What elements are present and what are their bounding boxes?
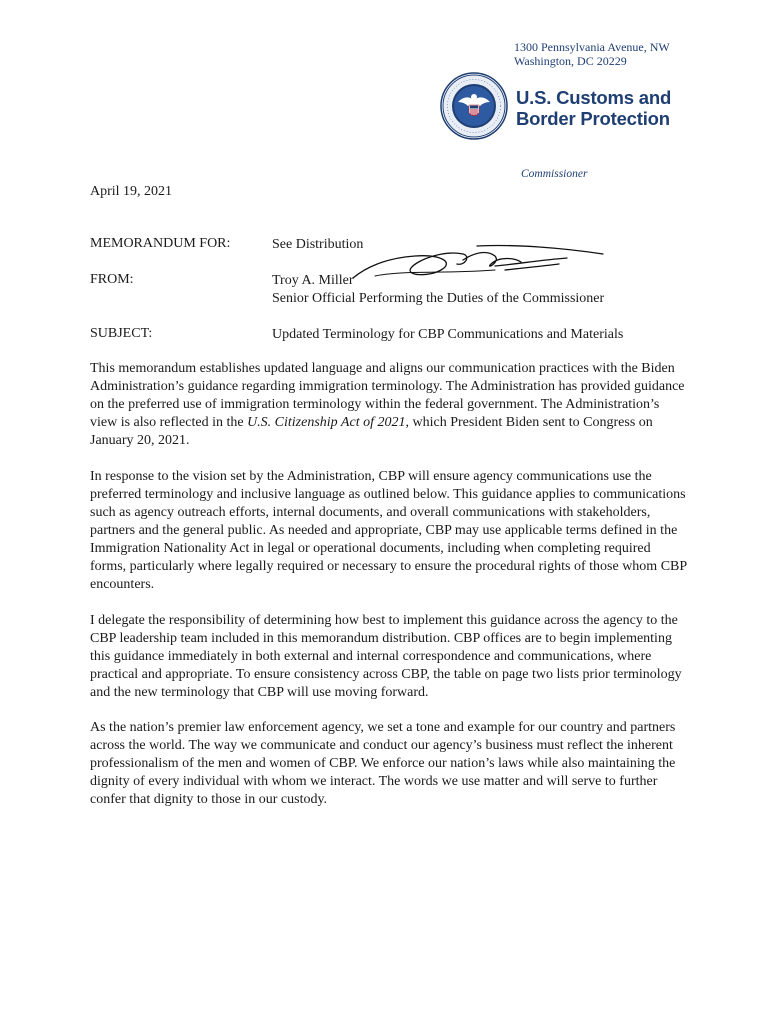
agency-name-line-1: U.S. Customs and (516, 87, 672, 108)
office-label: Commissioner (521, 168, 588, 180)
from-name: Troy A. Miller (272, 273, 354, 288)
memorandum-for-value: See Distribution (272, 237, 364, 252)
body-paragraph-3: I delegate the responsibility of determining how best to implement this guidance across the agency to the CBP leadership team included in this memorandum distribution. CBP offices are to begin implementing this guidance immediately in both external and internal correspondence and communications, where practical and appropriate. To ensure consistency across CBP, the table on page two lists prior terminology and the new terminology that CBP will use moving forward. (90, 613, 682, 700)
subject-label: SUBJECT: (90, 326, 153, 341)
address-line-1: 1300 Pennsylvania Avenue, NW (514, 40, 670, 54)
from-label: FROM: (90, 272, 134, 287)
subject-value: Updated Terminology for CBP Communications and Materials (272, 327, 624, 342)
p1-text: This memorandum establishes updated language and aligns our communication practices with the Biden Administration’s guidance regarding immigration terminology. The Administration has provided guidance on the preferred use of immigration terminology within the federal government. The Administration’s view is also reflected in the (90, 361, 685, 430)
body-paragraph-1 (90, 360, 690, 450)
address-line-2: Washington, DC 20229 (514, 54, 627, 68)
memorandum-for-label: MEMORANDUM FOR: (90, 236, 231, 251)
agency-name-line-2: Border Protection (516, 108, 670, 129)
from-title: Senior Official Performing the Duties of the Commissioner (272, 291, 605, 306)
cbp-seal-icon (440, 72, 508, 140)
body-paragraph-4: As the nation’s premier law enforcement agency, we set a tone and example for our country and partners across the world. The way we communicate and conduct our agency’s business must reflect the inherent professionalism of the men and women of CBP. We enforce our nation’s laws while also maintaining the dignity of every individual with whom we interact. The words we use matter and will serve to further confer that dignity to those in our custody. (90, 720, 676, 807)
signature-image (345, 240, 610, 290)
memo-date: April 19, 2021 (90, 184, 173, 199)
agency-name (516, 87, 671, 129)
agency-address (514, 40, 670, 68)
p1-text-end: , which President Biden sent to Congress on January 20, 2021. (90, 415, 653, 448)
p1-act-title: U.S. Citizenship Act of 2021 (247, 415, 406, 430)
body-paragraph-2: In response to the vision set by the Administration, CBP will ensure agency communications use the preferred terminology and inclusive language as outlined below. This guidance applies to communications such as agency outreach efforts, internal documents, and overall communications with stakeholders, partners and the general public. As needed and appropriate, CBP may use applicable terms defined in the Immigration Nationality Act in legal or operational documents, including when completing required forms, particularly where legally required or necessary to ensure the procedural rights of those whom CBP encounters. (90, 469, 687, 592)
